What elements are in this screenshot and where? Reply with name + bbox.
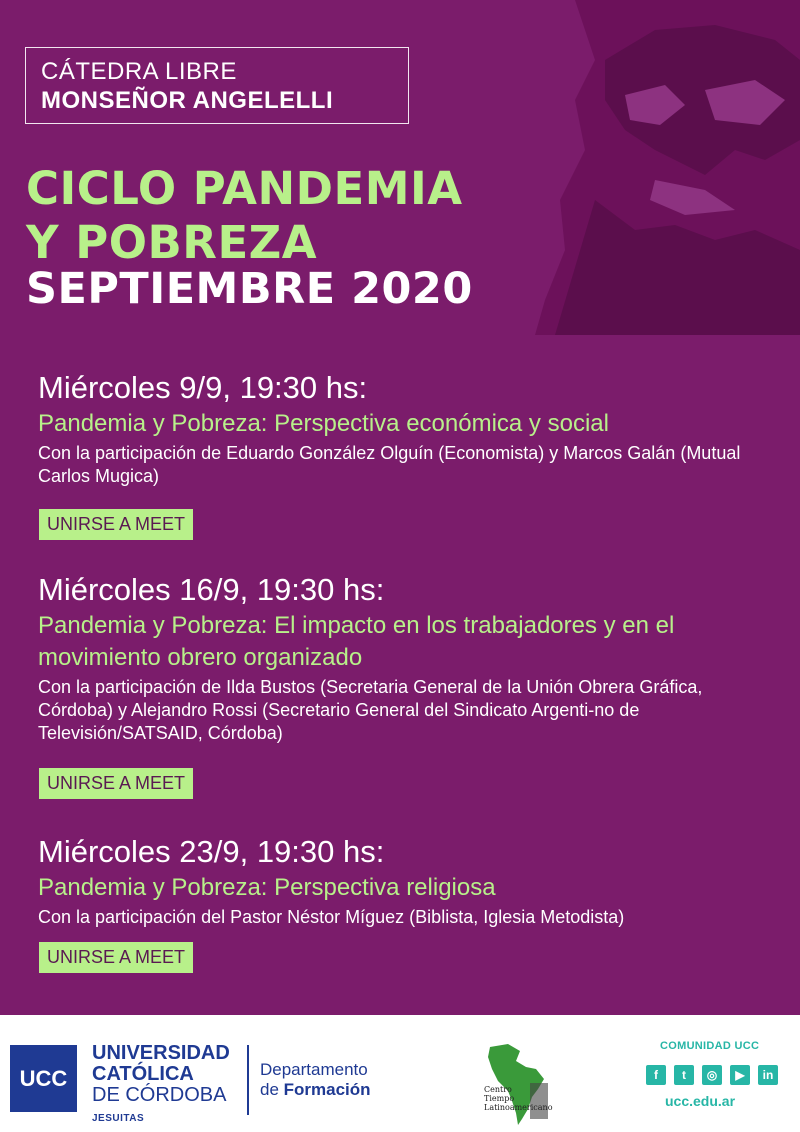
footer [0,1015,800,1132]
dept-bold: Formación [283,1080,371,1099]
event-date: Miércoles 16/9, 19:30 hs: [38,572,385,607]
title-line-1: CICLO PANDEMIA [26,162,463,215]
event-description: Con la participación de Eduardo González Olguín (Economista) y Marcos Galán (Mutual Carlos Mugica) [38,443,741,486]
page-title [26,162,463,270]
uni-line-2: CATÓLICA [92,1063,194,1085]
linkedin-icon[interactable]: in [758,1065,778,1085]
website-link[interactable]: ucc.edu.ar [665,1093,736,1109]
community-label: COMUNIDAD UCC [660,1040,760,1052]
ctl-line-1: Centro [484,1085,512,1094]
event-1 [38,370,760,488]
catedra-name: MONSEÑOR ANGELELLI [41,87,334,114]
event-2 [38,572,760,745]
event-description: Con la participación del Pastor Néstor Míguez (Biblista, Iglesia Metodista) [38,907,625,927]
facebook-icon[interactable]: f [646,1065,666,1085]
divider [247,1045,249,1115]
department-name [260,1060,371,1100]
join-meet-button-3[interactable]: UNIRSE A MEET [39,942,193,973]
instagram-icon[interactable]: ◎ [702,1065,722,1085]
latin-america-map-icon [478,1039,558,1129]
event-title: Pandemia y Pobreza: El impacto en los trabajadores y en el movimiento obrero organizado [38,612,675,671]
ctl-line-2: Tiempo [484,1094,515,1103]
event-title: Pandemia y Pobreza: Perspectiva religiosa [38,874,496,901]
social-links [646,1065,778,1085]
event-description: Con la participación de Ilda Bustos (Secretaria General de la Unión Obrera Gráfica, Córdoba) y Alejandro Rossi (Secretario General del Sindicato Argenti-no de Televisión/SATSAID, Córdoba) [38,677,703,743]
uni-line-3: DE CÓRDOBA [92,1084,227,1106]
uni-line-1: UNIVERSIDAD [92,1042,230,1064]
portrait-illustration [535,0,800,335]
ctl-line-3: Latinoamericano [484,1103,553,1112]
twitter-icon[interactable]: t [674,1065,694,1085]
event-title: Pandemia y Pobreza: Perspectiva económica y social [38,410,609,437]
university-name [92,1043,230,1129]
title-line-2: Y POBREZA [26,216,318,269]
catedra-box [25,47,409,124]
event-date: Miércoles 9/9, 19:30 hs: [38,370,368,405]
dept-prefix: de [260,1080,284,1099]
uni-line-4: JESUITAS [92,1113,145,1124]
youtube-icon[interactable]: ▶ [730,1065,750,1085]
event-3 [38,834,760,929]
catedra-label: CÁTEDRA LIBRE [41,58,237,85]
ucc-logo-badge: UCC [10,1045,77,1112]
join-meet-button-2[interactable]: UNIRSE A MEET [39,768,193,799]
page-subtitle: SEPTIEMBRE 2020 [26,264,473,314]
dept-line-1: Departamento [260,1060,368,1079]
dept-line-2 [260,1080,371,1100]
event-date: Miércoles 23/9, 19:30 hs: [38,834,385,869]
ctl-label [484,1085,553,1112]
join-meet-button-1[interactable]: UNIRSE A MEET [39,509,193,540]
